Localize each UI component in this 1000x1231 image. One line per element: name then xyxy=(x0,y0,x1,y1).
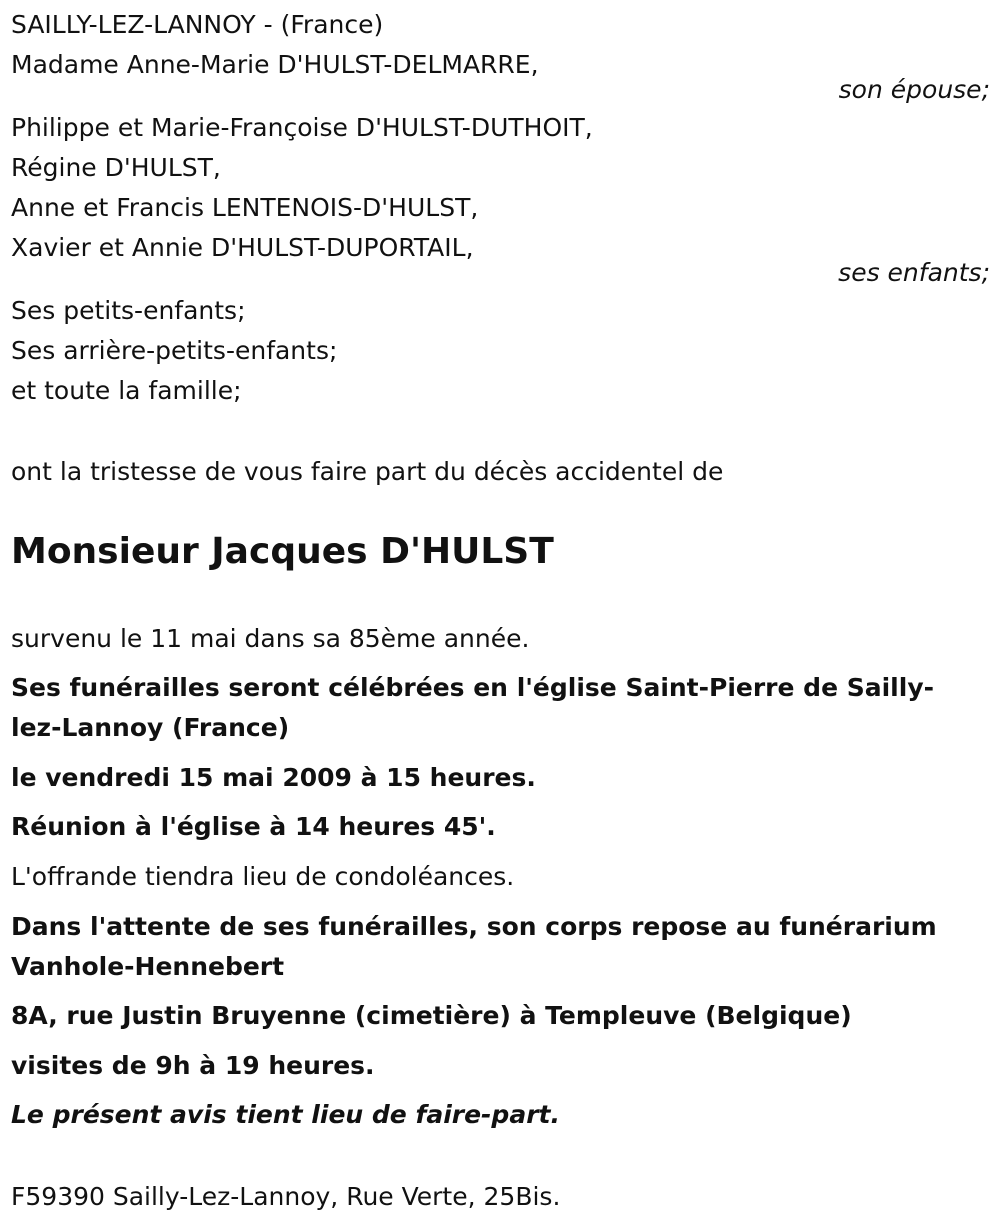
offering-line: L'offrande tiendra lieu de condoléances. xyxy=(11,862,515,891)
funeral-line: Ses funérailles seront célébrées en l'église Saint-Pierre de Sailly- xyxy=(11,673,934,702)
funeral-line: lez-Lannoy (France) xyxy=(11,713,290,742)
notice-line: Le présent avis tient lieu de faire-part. xyxy=(11,1100,560,1129)
reunion-line: Réunion à l'église à 14 heures 45'. xyxy=(11,812,496,841)
spouse-name: Madame Anne-Marie D'HULST-DELMARRE, xyxy=(11,50,539,79)
child-line: Xavier et Annie D'HULST-DUPORTAIL, xyxy=(11,233,474,262)
rest-line: Dans l'attente de ses funérailles, son corps repose au funérarium xyxy=(11,912,937,941)
announcement-text: ont la tristesse de vous faire part du décès accidentel de xyxy=(11,457,724,486)
child-line: Anne et Francis LENTENOIS-D'HULST, xyxy=(11,193,479,222)
spouse-role: son épouse; xyxy=(838,75,990,104)
child-line: Philippe et Marie-Françoise D'HULST-DUTHOIT, xyxy=(11,113,593,142)
footer-address: F59390 Sailly-Lez-Lannoy, Rue Verte, 25Bis. xyxy=(11,1182,561,1211)
deceased-name: Monsieur Jacques D'HULST xyxy=(11,531,554,572)
family-line: Ses arrière-petits-enfants; xyxy=(11,336,338,365)
children-role: ses enfants; xyxy=(838,258,990,287)
death-line: survenu le 11 mai dans sa 85ème année. xyxy=(11,624,530,653)
child-line: Régine D'HULST, xyxy=(11,153,221,182)
visits-line: visites de 9h à 19 heures. xyxy=(11,1051,375,1080)
funerarium-address: 8A, rue Justin Bruyenne (cimetière) à Templeuve (Belgique) xyxy=(11,1001,852,1030)
family-line: et toute la famille; xyxy=(11,376,242,405)
family-line: Ses petits-enfants; xyxy=(11,296,246,325)
funeral-date: le vendredi 15 mai 2009 à 15 heures. xyxy=(11,763,536,792)
rest-line: Vanhole-Hennebert xyxy=(11,952,285,981)
location-line: SAILLY-LEZ-LANNOY - (France) xyxy=(11,10,384,39)
